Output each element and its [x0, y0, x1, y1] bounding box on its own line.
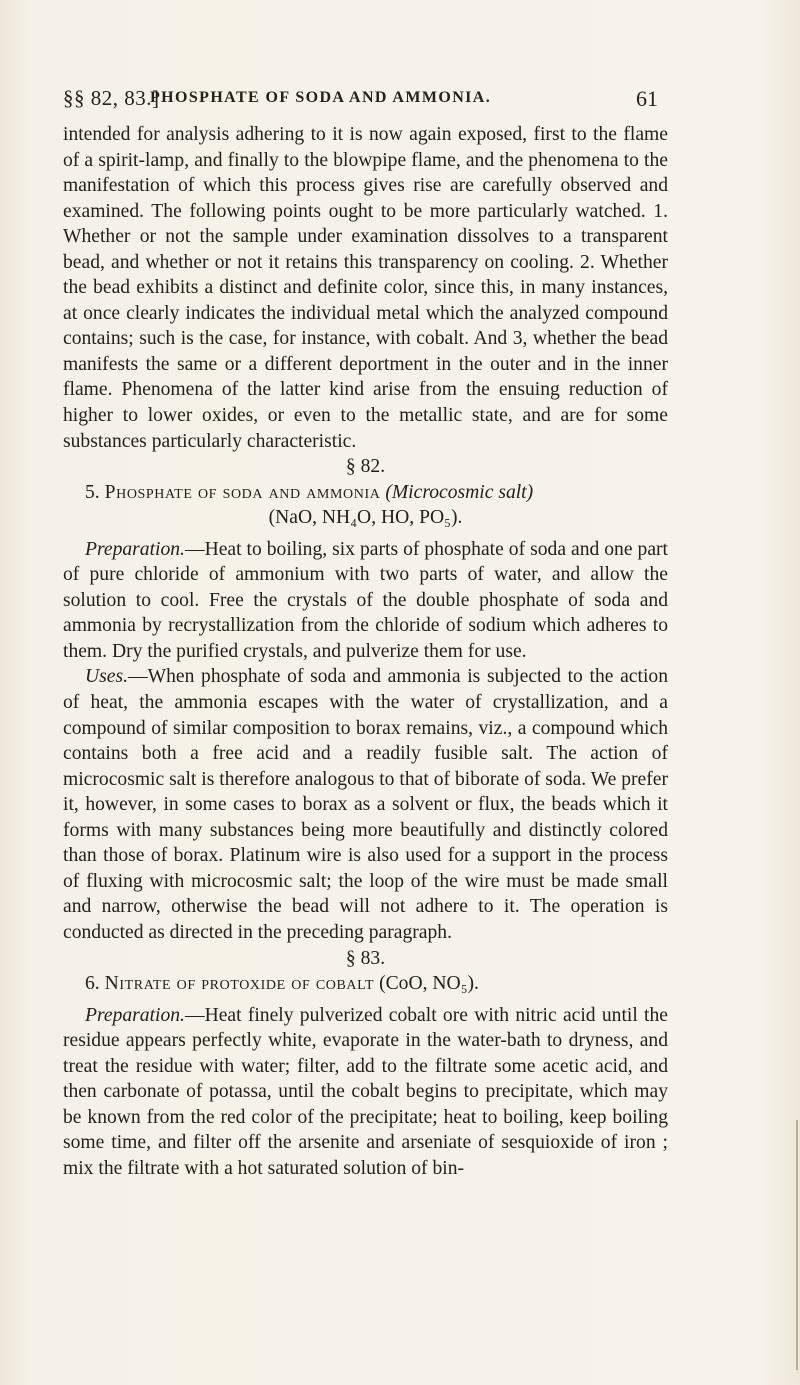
preparation-paragraph-6 — [63, 1003, 668, 1182]
heading-subtitle: (Microcosmic salt) — [385, 481, 534, 503]
chemical-formula-6: (CoO, NO₅). — [379, 973, 479, 995]
heading-number: 5. — [85, 481, 100, 503]
section-reference: §§ 82, 83.] — [63, 86, 160, 110]
page-body — [63, 122, 668, 1181]
running-title: PHOSPHATE OF SODA AND AMMONIA. — [150, 89, 492, 106]
running-header — [63, 86, 658, 112]
preparation-paragraph-5 — [63, 537, 668, 665]
heading-title: Nitrate of protoxide of cobalt — [104, 973, 375, 995]
reagent-heading-6 — [63, 971, 668, 997]
page-number: 61 — [636, 86, 658, 111]
preparation-text: —Heat to boiling, six parts of phosphate of soda and one part of pure chloride of ammonium with two parts of water, and allow the solution to cool. Free the crystals of the double phosphate of soda and ammonia by recrystallization from the chloride of sodium which adheres to them. Dry the purified crystals, and pulverize them for use. — [63, 538, 668, 662]
uses-paragraph-5 — [63, 664, 668, 945]
uses-label: Uses. — [85, 666, 128, 688]
preparation-label: Preparation. — [85, 1004, 185, 1026]
section-mark-82: § 82. — [345, 456, 386, 478]
preparation-label: Preparation. — [85, 538, 185, 560]
heading-title: Phosphate of soda and ammonia — [104, 481, 381, 503]
chemical-formula-5: (NaO, NH₄O, HO, PO₅). — [268, 507, 463, 529]
page-edge-shadow — [796, 1120, 798, 1370]
section-mark-83: § 83. — [345, 947, 386, 969]
continued-paragraph: intended for analysis adhering to it is now again exposed, first to the flame of a spirit-lamp, and finally to the blowpipe flame, and the phenomena to the manifestation of which this process gives rise are carefully observed and examined. The following points ought to be more particularly watched. 1. Whether or not the sample under examination dissolves to a transparent bead, and whether or not it retains this transparency on cooling. 2. Whether the bead exhibits a distinct and definite color, since this, in many instances, at once clearly indicates the individual metal which the analyzed compound contains; such is the case, for instance, with cobalt. And 3, whether the bead manifests the same or a different deportment in the outer and in the inner flame. Phenomena of the latter kind arise from the ensuing reduction of higher to lower oxides, or even to the metallic state, and are for some substances particularly characteristic. — [63, 124, 668, 452]
heading-number: 6. — [85, 973, 100, 995]
reagent-heading-5 — [63, 480, 668, 506]
uses-text: —When phosphate of soda and ammonia is subjected to the action of heat, the ammonia escapes with the water of crystallization, and a compound of similar composition to borax remains, viz., a compound which contains both a free acid and a readily fusible salt. The action of microcosmic salt is therefore analogous to that of biborate of soda. We prefer it, however, in some cases to borax as a solvent or flux, the beads which it forms with many substances being more beautifully and distinctly colored than those of borax. Platinum wire is also used for a support in the process of fluxing with microcosmic salt; the loop of the wire must be made small and narrow, otherwise the bead will not adhere to it. The operation is conducted as directed in the preceding paragraph. — [63, 666, 668, 943]
preparation-text: —Heat finely pulverized cobalt ore with nitric acid until the residue appears perfectly white, evaporate in the water-bath to dryness, and treat the residue with water; filter, add to the filtrate some acetic acid, and then carbonate of potassa, until the cobalt begins to precipitate, which may be known from the red color of the precipitate; heat to boiling, keep boiling some time, and filter off the arsenite and arseniate of sesquioxide of iron ; mix the filtrate with a hot saturated solution of bin- — [63, 1004, 668, 1179]
